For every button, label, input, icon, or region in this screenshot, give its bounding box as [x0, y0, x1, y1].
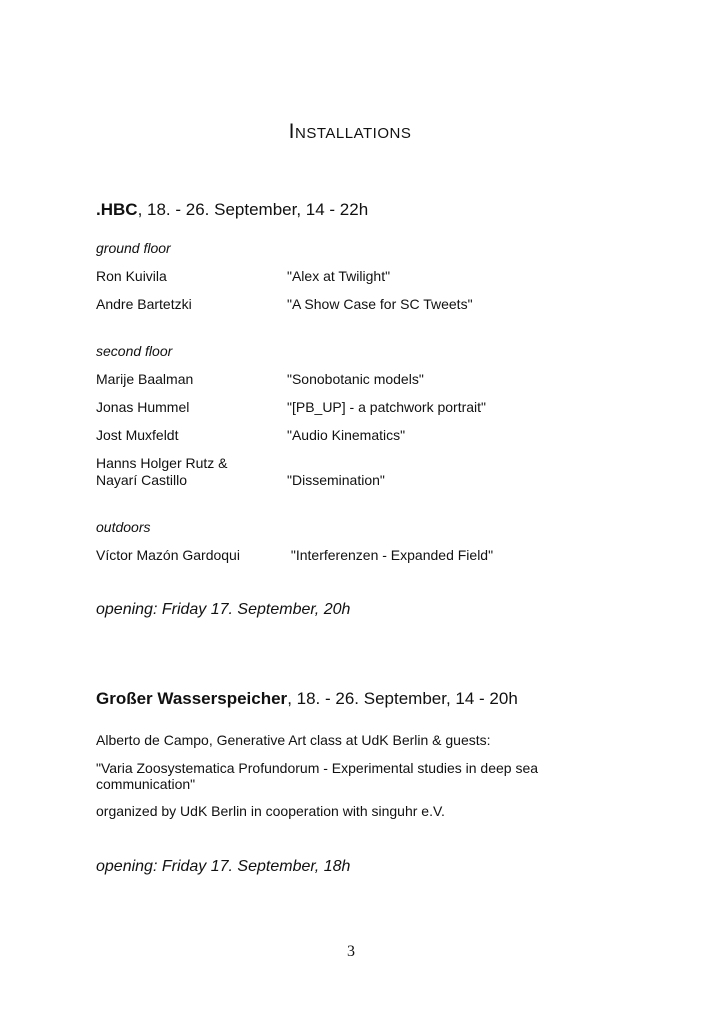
page-title: [0, 120, 700, 144]
artist-name-line2: Nayarí Castillo: [96, 472, 188, 488]
artist-name: Marije Baalman: [96, 371, 194, 387]
hbc-heading: [96, 200, 368, 220]
wasserspeicher-opening: opening: Friday 17. September, 18h: [96, 858, 351, 875]
ground-floor-label: ground floor: [96, 240, 171, 256]
wasserspeicher-work-line1: "Varia Zoosystematica Profundorum - Experimental studies in deep sea: [96, 760, 539, 776]
work-title: "Audio Kinematics": [287, 427, 406, 443]
artist-name: Víctor Mazón Gardoqui: [96, 547, 240, 563]
wasserspeicher-heading: [96, 689, 518, 709]
wasserspeicher-dates: , 18. - 26. September, 14 - 20h: [287, 689, 518, 708]
title-rest: NSTALLATIONS: [295, 125, 412, 142]
artist-name: Andre Bartetzki: [96, 296, 192, 312]
work-title: "Interferenzen - Expanded Field": [287, 547, 494, 563]
hbc-dates: , 18. - 26. September, 14 - 22h: [137, 200, 369, 219]
wasserspeicher-artist-line: Alberto de Campo, Generative Art class at UdK Berlin & guests:: [96, 732, 491, 748]
title-initial: I: [288, 120, 296, 143]
work-title: "[PB_UP] - a patchwork portrait": [287, 399, 487, 415]
work-title: "A Show Case for SC Tweets": [287, 296, 473, 312]
hbc-opening: opening: Friday 17. September, 20h: [96, 601, 351, 618]
work-title: "Alex at Twilight": [287, 268, 391, 284]
work-title: "Sonobotanic models": [287, 371, 424, 387]
artist-name: Ron Kuivila: [96, 268, 167, 284]
work-title: "Dissemination": [287, 472, 385, 488]
wasserspeicher-venue-name: Großer Wasserspeicher: [96, 689, 288, 708]
artist-name-line1: Hanns Holger Rutz &: [96, 455, 228, 471]
artist-name: Jost Muxfeldt: [96, 427, 179, 443]
outdoors-label: outdoors: [96, 519, 151, 535]
page-number: 3: [347, 943, 355, 960]
artist-name: Jonas Hummel: [96, 399, 190, 415]
wasserspeicher-organizer-line: organized by UdK Berlin in cooperation with singuhr e.V.: [96, 803, 445, 819]
wasserspeicher-work-line2: communication": [96, 776, 196, 792]
hbc-venue-name: .HBC: [96, 200, 138, 219]
second-floor-label: second floor: [96, 343, 173, 359]
